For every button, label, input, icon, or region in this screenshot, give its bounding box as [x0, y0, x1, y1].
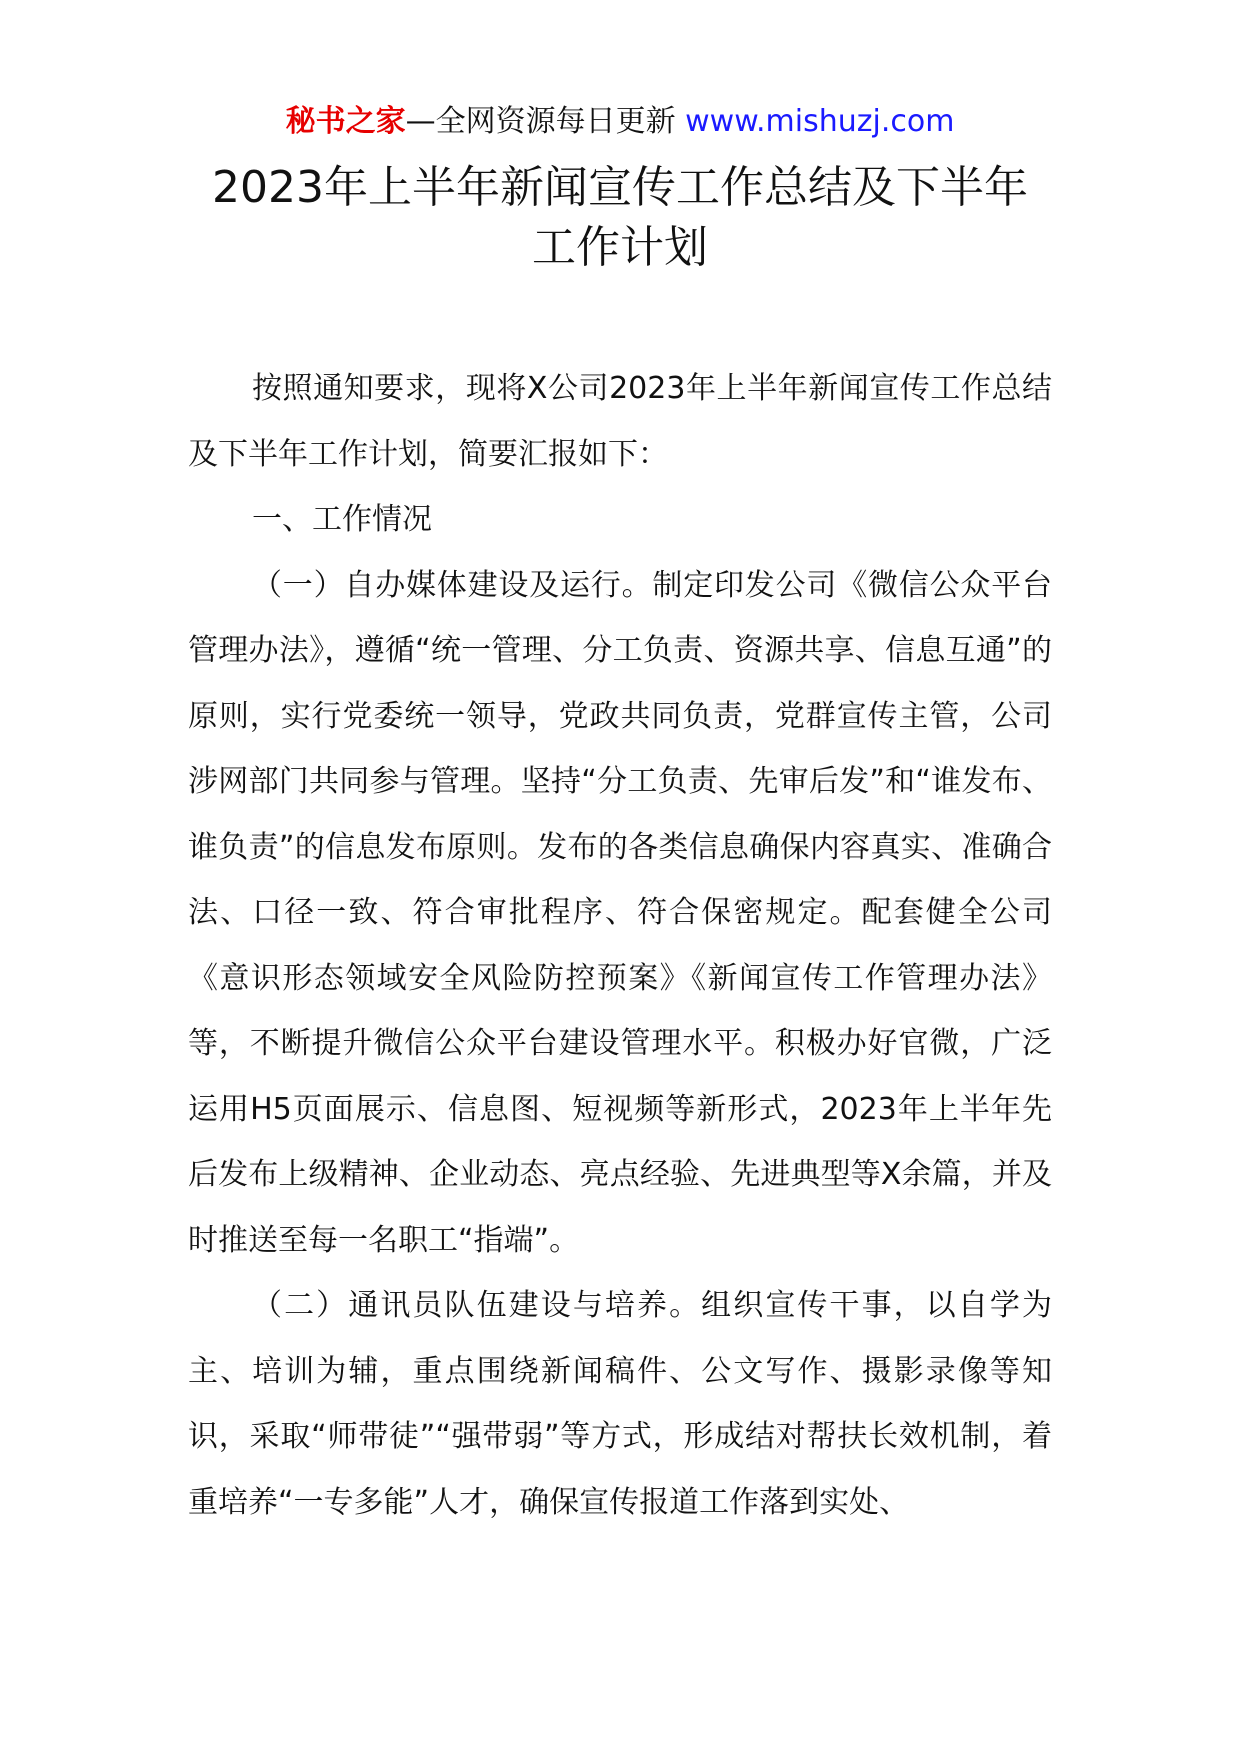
- document-title-line-2: 工作计划: [532, 222, 708, 273]
- document-body: [188, 356, 1052, 1535]
- site-slogan: —全网资源每日更新: [405, 104, 686, 139]
- site-url-link[interactable]: www.mishuzj.com: [685, 104, 955, 139]
- document-title-line-1: 2023年上半年新闻宣传工作总结及下半年: [212, 162, 1028, 213]
- brand-name: 秘书之家: [285, 104, 406, 139]
- site-header: [0, 100, 1240, 144]
- document-title: [150, 158, 1090, 278]
- paragraph-self-media: （一）自办媒体建设及运行。制定印发公司《微信公众平台管理办法》，遵循“统一管理、分工负责、资源共享、信息互通”的原则，实行党委统一领导，党政共同负责，党群宣传主管，公司涉网部门共同参与管理。坚持“分工负责、先审后发”和“谁发布、谁负责”的信息发布原则。发布的各类信息确保内容真实、准确合法、口径一致、符合审批程序、符合保密规定。配套健全公司《意识形态领域安全风险防控预案》《新闻宣传工作管理办法》等，不断提升微信公众平台建设管理水平。积极办好官微，广泛运用H5页面展示、信息图、短视频等新形式，2023年上半年先后发布上级精神、企业动态、亮点经验、先进典型等X余篇，并及时推送至每一名职工“指端”。: [188, 567, 1052, 1258]
- paragraph-correspondent-team: （二）通讯员队伍建设与培养。组织宣传干事，以自学为主、培训为辅，重点围绕新闻稿件、公文写作、摄影录像等知识，采取“师带徒”“强带弱”等方式，形成结对帮扶长效机制，着重培养“一专多能”人才，确保宣传报道工作落到实处、: [188, 1288, 1052, 1520]
- section-heading-work-status: 一、工作情况: [252, 502, 432, 537]
- intro-paragraph: 按照通知要求，现将X公司2023年上半年新闻宣传工作总结及下半年工作计划，简要汇报如下：: [188, 371, 1052, 472]
